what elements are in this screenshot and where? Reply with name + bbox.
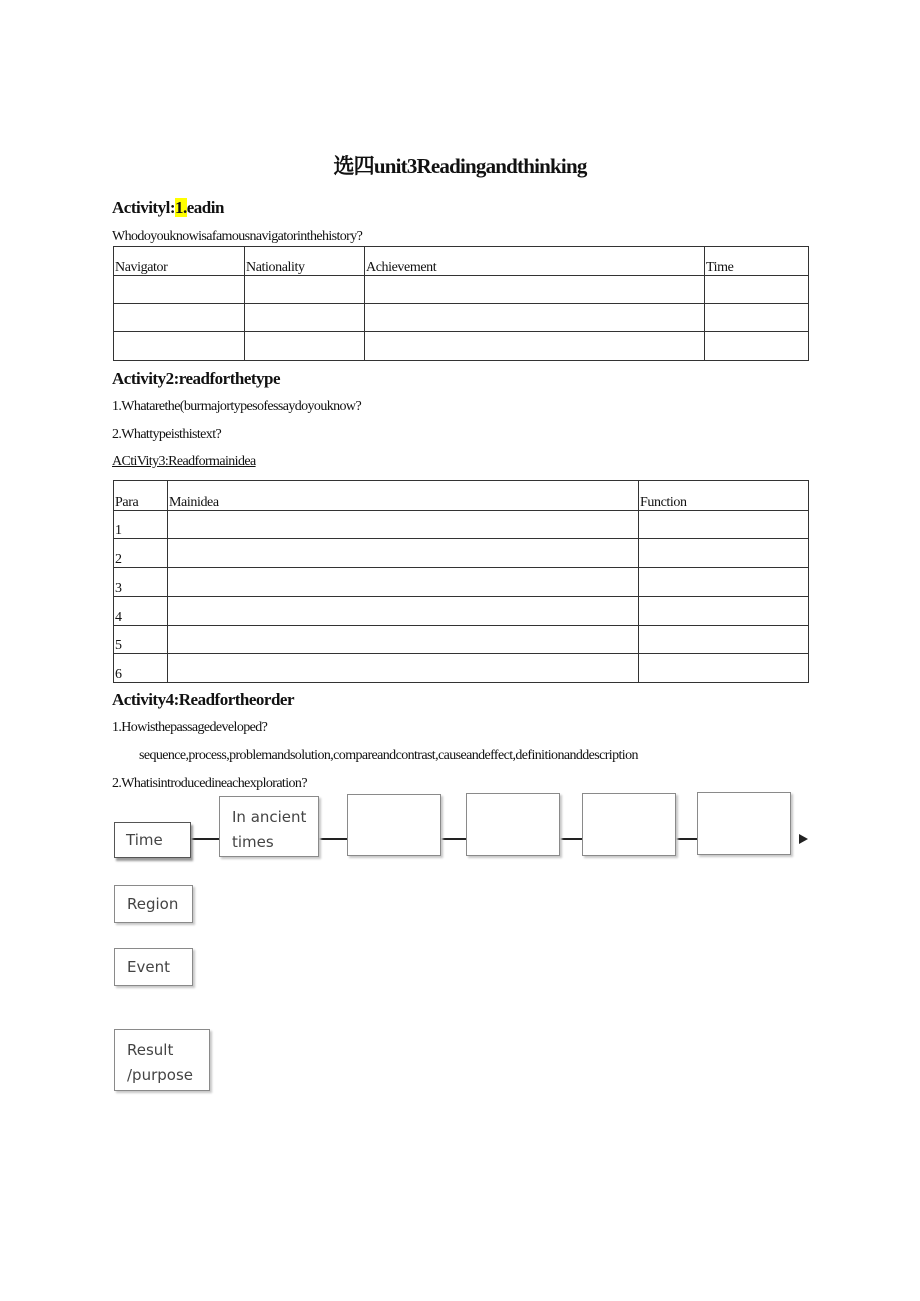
activity1-heading-prefix: Activityl: [112, 198, 175, 217]
cell[interactable] [168, 539, 639, 568]
cell[interactable] [114, 332, 245, 361]
arrow-right-icon [799, 834, 808, 844]
activity3-heading: ACtiVity3:Readformainidea [112, 454, 256, 469]
table-header-row [114, 247, 809, 276]
activity1-heading [112, 198, 224, 218]
cell[interactable] [245, 304, 365, 332]
activity2-heading: Activity2:readforthetype [112, 369, 281, 388]
activity2-question-1: 1.Whatarethe(burmajortypesofessaydoyouknow? [112, 399, 362, 414]
header-time: Time [705, 247, 809, 276]
cell[interactable] [705, 304, 809, 332]
header-function: Function [639, 481, 809, 511]
cell[interactable] [639, 539, 809, 568]
table-row [114, 304, 809, 332]
cell[interactable] [168, 511, 639, 539]
activity4-options: sequence,process,problemandsolution,compareandcontrast,causeandeffect,definitionanddescription [139, 748, 638, 763]
cell[interactable] [365, 276, 705, 304]
header-main-idea: Mainidea [168, 481, 639, 511]
label-event: Event [114, 948, 193, 986]
para-number: 6 [114, 654, 168, 683]
activity1-question: Whodoyouknowisafamousnavigatorinthehistory? [112, 229, 363, 244]
table-row [114, 626, 809, 654]
activity2-question-2: 2.Whattypeisthistext? [112, 427, 222, 442]
timeline-box-1[interactable] [219, 796, 319, 857]
cell[interactable] [705, 276, 809, 304]
activity4-question-2: 2.Whatisintroducedineachexploration? [112, 776, 307, 791]
timeline-box-4[interactable] [582, 793, 676, 856]
cell[interactable] [168, 626, 639, 654]
timeline-box-1-line2: times [232, 833, 274, 851]
header-nationality: Nationality [245, 247, 365, 276]
table-row [114, 539, 809, 568]
para-number: 5 [114, 626, 168, 654]
cell[interactable] [114, 276, 245, 304]
cell[interactable] [114, 304, 245, 332]
para-number: 2 [114, 539, 168, 568]
cell[interactable] [168, 654, 639, 683]
cell[interactable] [245, 332, 365, 361]
header-navigator: Navigator [114, 247, 245, 276]
timeline-box-2[interactable] [347, 794, 441, 856]
cell[interactable] [245, 276, 365, 304]
cell[interactable] [365, 304, 705, 332]
activity1-heading-suffix: eadin [186, 198, 224, 217]
activity4-heading: Activity4:Readfortheorder [112, 690, 294, 709]
header-para: Para [114, 481, 168, 511]
label-result-line1: Result [127, 1041, 174, 1059]
table-row [114, 276, 809, 304]
para-number: 1 [114, 511, 168, 539]
page-title: 选四unit3Readingandthinking [333, 154, 587, 178]
label-result-purpose [114, 1029, 210, 1091]
cell[interactable] [639, 597, 809, 626]
header-achievement: Achievement [365, 247, 705, 276]
cell[interactable] [365, 332, 705, 361]
cell[interactable] [705, 332, 809, 361]
timeline-box-5[interactable] [697, 792, 791, 855]
cell[interactable] [639, 568, 809, 597]
activity4-question-1: 1.Howisthepassagedeveloped? [112, 720, 268, 735]
label-region: Region [114, 885, 193, 923]
para-number: 4 [114, 597, 168, 626]
cell[interactable] [168, 568, 639, 597]
table-row [114, 654, 809, 683]
table-row [114, 332, 809, 361]
timeline-box-3[interactable] [466, 793, 560, 856]
cell[interactable] [639, 511, 809, 539]
table-row [114, 511, 809, 539]
cell[interactable] [639, 626, 809, 654]
label-result-line2: /purpose [127, 1066, 193, 1084]
cell[interactable] [639, 654, 809, 683]
main-idea-table [113, 480, 809, 683]
timeline-box-1-line1: In ancient [232, 808, 307, 826]
label-time: Time [114, 822, 191, 858]
table-row [114, 597, 809, 626]
activity1-heading-highlight: 1. [174, 198, 187, 217]
navigator-table [113, 246, 809, 361]
para-number: 3 [114, 568, 168, 597]
table-row [114, 568, 809, 597]
table-header-row [114, 481, 809, 511]
cell[interactable] [168, 597, 639, 626]
